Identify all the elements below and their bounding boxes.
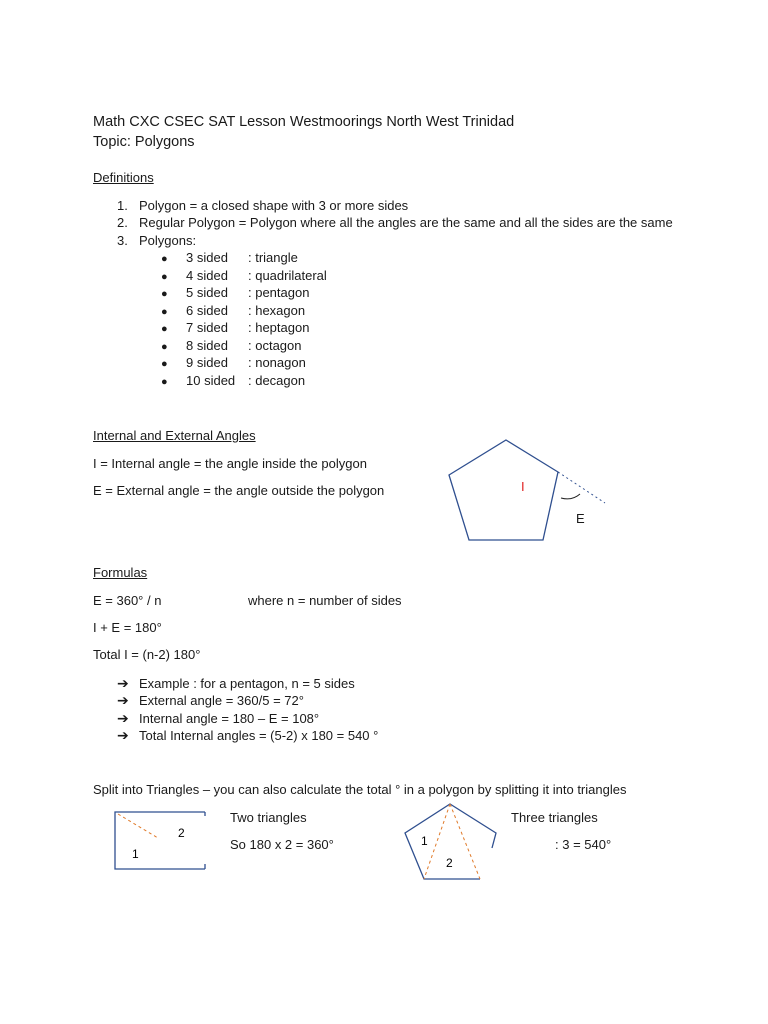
definitions-heading: Definitions	[93, 170, 154, 185]
formula-external: E = 360° / n	[93, 593, 162, 608]
polygon-name: : triangle	[248, 250, 298, 265]
bullet-icon: ●	[161, 288, 168, 300]
bullet-icon: ●	[161, 271, 168, 283]
document-title: Math CXC CSEC SAT Lesson Westmoorings North West Trinidad	[93, 114, 515, 130]
formula-total: Total I = (n-2) 180°	[93, 647, 201, 662]
arrow-right-icon: ➔	[117, 727, 129, 743]
example-line	[117, 727, 378, 744]
two-triangles-calc: So 180 x 2 = 360°	[230, 837, 334, 852]
polygon-list-item	[161, 373, 305, 388]
polygon-name: : hexagon	[248, 303, 306, 318]
example-text: Total Internal angles = (5-2) x 180 = 540 °	[139, 728, 379, 743]
triangle-number: 1	[421, 834, 428, 848]
arrow-right-icon: ➔	[117, 710, 129, 726]
pentagon-diagonal	[450, 804, 480, 879]
example-line	[117, 692, 304, 709]
polygon-list-item	[161, 355, 306, 370]
polygon-name: : pentagon	[248, 285, 310, 300]
bullet-icon: ●	[161, 323, 168, 335]
polygon-name: : nonagon	[248, 355, 306, 370]
side-count: 3 sided	[186, 250, 228, 265]
polygon-name: : quadrilateral	[248, 268, 327, 283]
bullet-icon: ●	[161, 358, 168, 370]
polygon-name: : heptagon	[248, 320, 310, 335]
rectangle-diagonal	[118, 814, 158, 838]
bullet-icon: ●	[161, 341, 168, 353]
polygon-list-item	[161, 268, 327, 283]
side-count: 9 sided	[186, 355, 228, 370]
definition-item-3	[117, 233, 196, 248]
internal-angle-definition: I = Internal angle = the angle inside the polygon	[93, 456, 367, 471]
side-count: 6 sided	[186, 303, 228, 318]
triangle-number: 2	[446, 856, 453, 870]
example-line	[117, 710, 319, 727]
item-text: Polygon = a closed shape with 3 or more sides	[139, 198, 409, 213]
polygon-list-item	[161, 320, 309, 335]
side-count: 10 sided	[186, 373, 236, 388]
side-count: 4 sided	[186, 268, 228, 283]
pentagon-shape	[449, 440, 558, 540]
three-triangles-label: Three triangles	[511, 810, 598, 825]
angles-heading: Internal and External Angles	[93, 428, 256, 443]
side-count: 8 sided	[186, 338, 228, 353]
item-text: Regular Polygon = Polygon where all the angles are the same and all the sides are the same	[139, 215, 673, 230]
side-count: 7 sided	[186, 320, 228, 335]
internal-angle-label: I	[521, 479, 525, 494]
three-triangles-calc: : 3 = 540°	[555, 837, 612, 852]
topic-line: Topic: Polygons	[93, 134, 195, 150]
item-number: 2.	[117, 215, 128, 230]
external-angle-arc	[561, 494, 580, 499]
external-angle-label: E	[576, 511, 585, 526]
formulas-heading: Formulas	[93, 565, 148, 580]
example-line	[117, 675, 355, 692]
external-angle-definition: E = External angle = the angle outside the polygon	[93, 483, 385, 498]
arrow-right-icon: ➔	[117, 675, 129, 691]
formula-sum: I + E = 180°	[93, 620, 162, 635]
item-text: Polygons:	[139, 233, 197, 248]
side-count: 5 sided	[186, 285, 228, 300]
bullet-icon: ●	[161, 376, 168, 388]
rectangle-diagram	[110, 808, 210, 874]
polygon-list-item	[161, 303, 305, 318]
example-text: External angle = 360/5 = 72°	[139, 693, 304, 708]
triangle-number: 2	[178, 826, 185, 840]
two-triangles-label: Two triangles	[230, 810, 307, 825]
definition-item-1	[117, 198, 408, 213]
pentagon-split-diagram	[400, 798, 500, 884]
polygon-name: : octagon	[248, 338, 302, 353]
definition-item-2	[117, 215, 673, 230]
bullet-icon: ●	[161, 253, 168, 265]
triangle-number: 1	[132, 847, 139, 861]
split-triangles-intro: Split into Triangles – you can also calculate the total ° in a polygon by splitting it into triangles	[93, 782, 627, 797]
arrow-right-icon: ➔	[117, 692, 129, 708]
pentagon-angle-diagram	[430, 430, 630, 550]
item-number: 3.	[117, 233, 128, 248]
polygon-list-item	[161, 338, 302, 353]
item-number: 1.	[117, 198, 128, 213]
example-text: Internal angle = 180 – E = 108°	[139, 711, 320, 726]
formula-note: where n = number of sides	[248, 593, 402, 608]
polygon-list-item	[161, 250, 298, 265]
polygon-name: : decagon	[248, 373, 306, 388]
bullet-icon: ●	[161, 306, 168, 318]
example-text: Example : for a pentagon, n = 5 sides	[139, 676, 355, 691]
polygon-list-item	[161, 285, 309, 300]
